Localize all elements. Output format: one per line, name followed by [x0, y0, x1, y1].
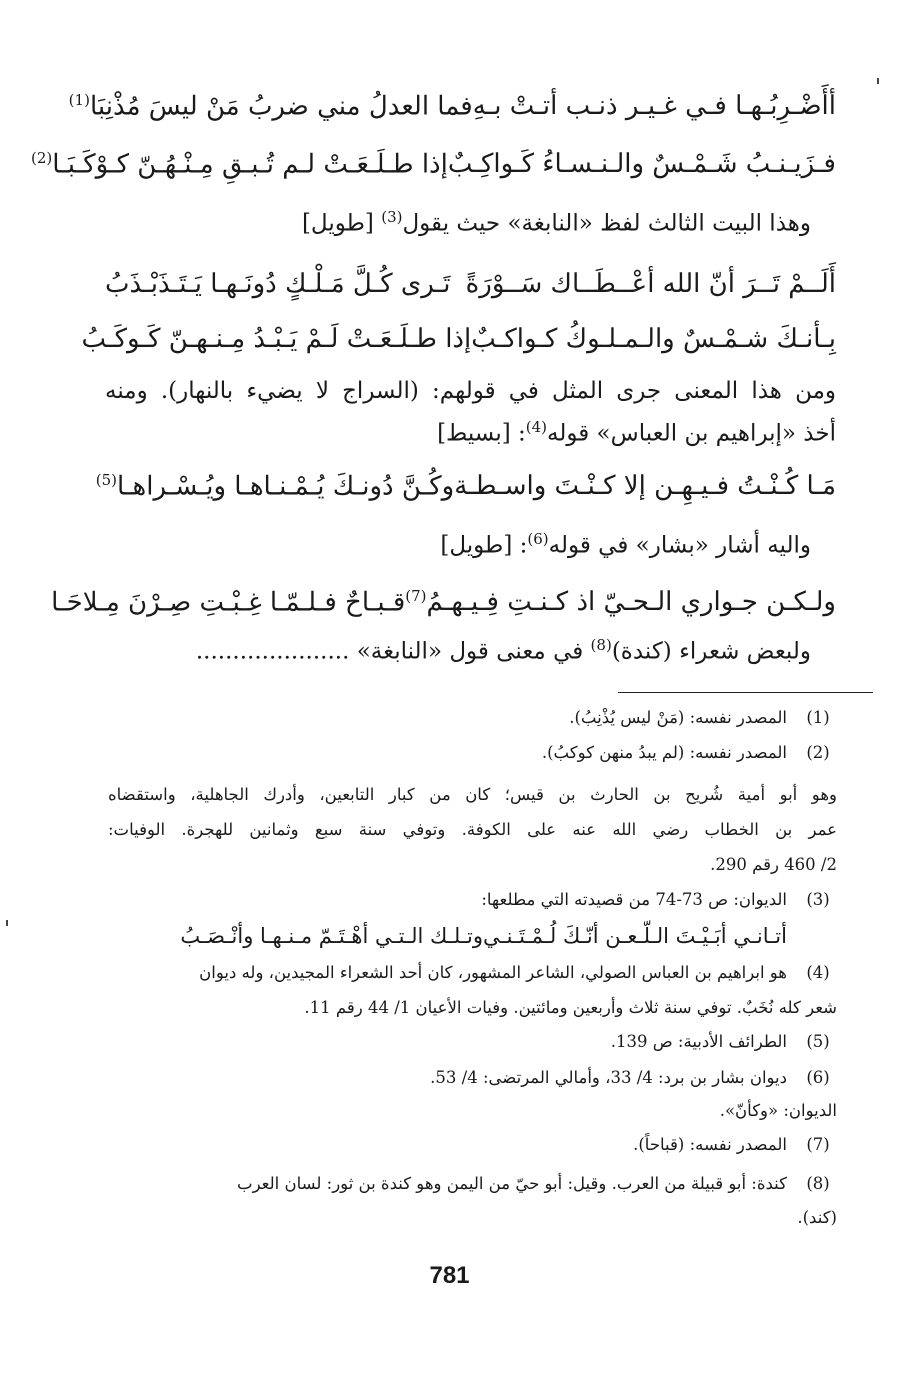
verse-1-hemistich-2-text: فما العدلُ مني ضربُ مَنْ ليسَ مُذْنِبَا	[89, 91, 473, 122]
verse-5-hemistich-1: مَـا كُـنْـتُ فـيـهِـن إلا كـنْـتَ واسـطـة	[454, 471, 836, 501]
verse-5-hemistich-2	[96, 471, 454, 502]
verse-2-hemistich-2-text: إذا طـلَـعَـتْ لـم تُـبـقِ مِـنْـهُـنّ كـوْكَـبَـا	[52, 149, 448, 180]
verse-4-hemistich-1: بِـأنـكَ شـمْـسٌ والـمـلـوكُ كـواكـبٌ	[471, 324, 836, 354]
verse-1-hemistich-2	[69, 91, 473, 122]
prose-line-3-text: أخذ «إبراهيم بن العباس» قوله	[547, 420, 836, 447]
footnote-2	[105, 743, 849, 762]
verse-3-hemistich-1: أَلَــمْ تَــرَ أنّ الله أعْــطَــاك سَــوْرَةً	[465, 269, 836, 299]
footnote-3-verse-hemistich-2: وتـلـك الـتـي أهْـتَـمّ مـنـهـا وأنْـصَـبُ	[180, 924, 483, 948]
scan-mark	[877, 78, 879, 84]
footnote-number: (8)	[806, 1174, 830, 1193]
prose-line-1	[105, 208, 811, 237]
footnote-number: (5)	[806, 1032, 830, 1051]
meter-label-1: [طويل]	[301, 210, 382, 237]
footnote-ref-3: (3)	[381, 208, 403, 226]
footnote-ref-4: (4)	[525, 418, 548, 436]
prose-line-2: ومن هذا المعنى جرى المثل في قولهم: (السراج لا يضيء بالنهار). ومنه	[105, 378, 836, 404]
verse-line-2	[30, 142, 836, 186]
verse-1-hemistich-1: أأَضْـرِبُـهـا فـي غـيـر ذنـب أتـتْ بـهِ	[472, 91, 836, 121]
footnote-text: المصدر نفسه: (مَنْ ليس يُذْنِبُ).	[569, 708, 787, 727]
footnote-3-verse	[180, 924, 787, 948]
footnote-5	[105, 1032, 849, 1051]
verse-line-6	[51, 580, 836, 624]
footnote-number: (2)	[806, 743, 830, 762]
page-number: 781	[429, 1262, 470, 1289]
footnote-number: (1)	[806, 708, 830, 727]
footnote-ref-8: (8)	[590, 636, 612, 654]
footnote-text: الطرائف الأدبية: ص 139.	[610, 1032, 787, 1051]
verse-line-1	[68, 84, 836, 128]
prose-line-5-tail: في معنى قول «النابغة» .....................	[195, 638, 591, 665]
footnote-4	[105, 963, 849, 982]
scan-mark	[6, 920, 8, 926]
prose-line-4	[105, 530, 811, 559]
footnote-7	[105, 1135, 849, 1154]
footnote-ref-1: (1)	[68, 90, 90, 109]
prose-line-5-text: ولبعض شعراء (كندة)	[611, 638, 811, 665]
footnote-3	[105, 890, 849, 909]
prose-line-4-text: واليه أشار «بشار» في قوله	[548, 532, 811, 559]
footnote-4-cont-1: شعر كله نُخَبٌ. توفي سنة ثلاث وأربعين ومائتين. وفيات الأعيان 1/ 44 رقم 11.	[304, 998, 837, 1017]
footnote-ref-6: (6)	[527, 530, 549, 548]
footnote-separator	[618, 692, 873, 693]
verse-line-5	[95, 464, 836, 508]
prose-line-5	[105, 636, 811, 665]
footnote-ref-5: (5)	[95, 470, 117, 489]
verse-2-hemistich-1: فـزَيـنـبُ شَـمْـسٌ والـنـسـاءُ كَـواكِـبٌ	[447, 149, 836, 179]
footnote-2-cont-3: 2/ 460 رقم 290.	[710, 855, 837, 874]
footnote-1	[105, 708, 849, 727]
footnote-number: (3)	[806, 890, 830, 909]
footnote-number: (6)	[806, 1068, 830, 1087]
verse-6-hemistich-2	[51, 587, 426, 618]
footnote-6	[105, 1068, 849, 1087]
footnote-number: (4)	[806, 963, 830, 982]
verse-2-hemistich-2	[31, 149, 448, 180]
footnote-8	[105, 1174, 849, 1193]
footnote-text: هو ابراهيم بن العباس الصولي، الشاعر المشهور، كان أحد الشعراء المجيدين، وله ديوان	[199, 963, 787, 982]
footnote-8-cont-1: (كند).	[797, 1208, 837, 1227]
meter-label-3: : [طويل]	[440, 532, 528, 559]
verse-line-4	[81, 317, 836, 361]
verse-3-hemistich-2: تَـرى كُـلَّ مَـلْـكٍ دُونَـهـا يَـتَـذَبْـذَبُ	[105, 269, 451, 299]
prose-line-1-text: وهذا البيت الثالث لفظ «النابغة» حيث يقول	[402, 210, 811, 237]
footnote-text: الديوان: ص 73-74 من قصيدته التي مطلعها:	[481, 890, 787, 909]
footnote-text: ديوان بشار بن برد: 4/ 33، وأمالي المرتضى: 4/ 53.	[430, 1068, 787, 1087]
verse-6-hemistich-1: ولـكـن جـواري الـحـيّ اذ كـنـتِ فِـيـهـمُ	[426, 587, 836, 617]
footnote-3-verse-hemistich-1: أتـانـي أبَـيْـتَ الـلّـعـن أنّـكَ لُـمْـتَـنـي	[483, 924, 787, 948]
verse-6-hemistich-2-text: قـبـاحٌ فـلـمّـا غِـبْـتِ صِـرْنَ مِـلاحَـا	[51, 587, 406, 618]
footnote-text: المصدر نفسه: (قباحاً).	[633, 1135, 787, 1154]
footnote-number: (7)	[806, 1135, 830, 1154]
footnote-text: كندة: أبو قبيلة من العرب. وقيل: أبو حيّ من اليمن وهو كندة بن ثور: لسان العرب	[237, 1174, 787, 1193]
footnote-ref-2: (2)	[30, 148, 53, 167]
prose-line-3	[105, 418, 836, 447]
footnote-2-cont-1: وهو أبو أمية شُريح بن الحارث بن قيس؛ كان من كبار التابعين، وأدرك الجاهلية، واستقضاه	[108, 785, 837, 804]
footnote-6-cont-1: الديوان: «وكأنّ».	[719, 1101, 837, 1120]
footnote-text: المصدر نفسه: (لم يبدُ منهن كوكبُ).	[541, 743, 787, 762]
verse-5-hemistich-2-text: وكُـنَّ دُونـكَ يُـمْـنـاهـا ويُـسْـراهـا	[116, 471, 455, 502]
meter-label-2: : [بسيط]	[437, 420, 526, 447]
verse-4-hemistich-2: إذا طـلَـعَـتْ لَـمْ يَـبْـدُ مِـنـهـنّ كَـوكَـبُ	[81, 324, 472, 354]
verse-line-3	[105, 262, 836, 306]
footnote-ref-7: (7)	[405, 586, 427, 605]
footnote-2-cont-2: عمر بن الخطاب رضي الله عنه على الكوفة. وتوفي سنة سبع وثمانين للهجرة. الوفيات:	[108, 820, 837, 839]
